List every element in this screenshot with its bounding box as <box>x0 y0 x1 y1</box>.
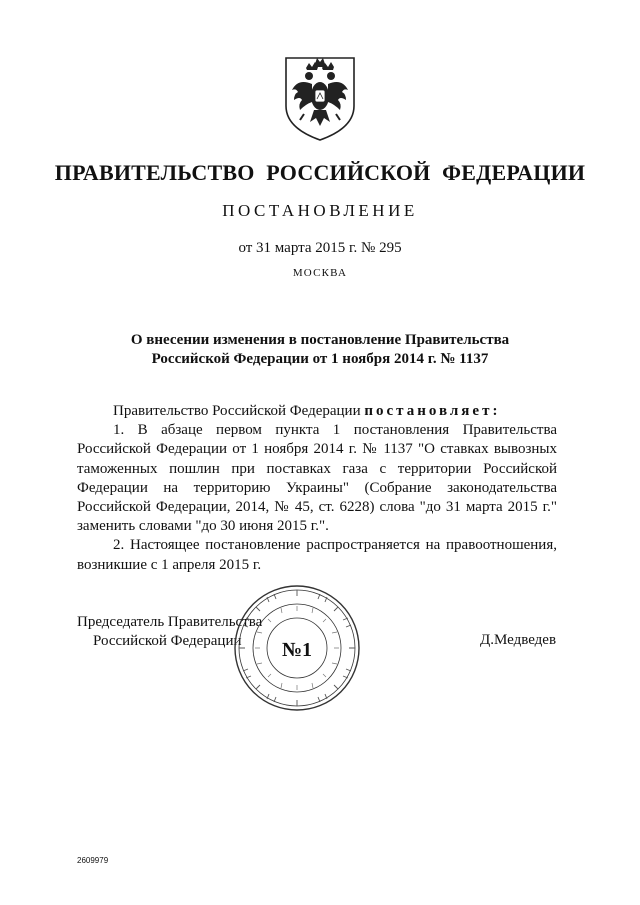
subject-line-2: Российской Федерации от 1 ноября 2014 г. № 1137 <box>151 351 489 367</box>
item-1-paragraph: 1. В абзаце первом пункта 1 постановления Правительства Российской Федерации от 1 ноября 2014 г. № 1137 "О ставках вывозных таможенных пошлин при поставках газа с территории Российской Федерации на территорию Украины" (Собрание законодательства Российской Федерации, 2014, № 45, ст. 6228) слова "до 31 марта 2015 г." заменить словами "до 30 июня 2015 г.". <box>77 422 557 535</box>
date-number-line: от 31 марта 2015 г. № 295 <box>238 240 402 256</box>
coat-of-arms-emblem <box>272 52 368 144</box>
intro-paragraph <box>77 402 557 421</box>
document-type: ПОСТАНОВЛЕНИЕ <box>222 201 418 220</box>
stamp-number: №1 <box>281 639 313 661</box>
signatory-name: Д.Медведев <box>480 632 557 648</box>
government-title: ПРАВИТЕЛЬСТВО РОССИЙСКОЙ ФЕДЕРАЦИИ <box>54 160 586 185</box>
signatory-title-line-2: Российской Федерации <box>93 633 242 649</box>
subject-line-1: О внесении изменения в постановление Правительства <box>130 332 510 348</box>
document-registration-number: 2609979 <box>77 856 109 865</box>
document-subject <box>0 331 640 369</box>
intro-action: постановляет: <box>364 403 501 419</box>
signatory-title-line-1: Председатель Правительства <box>77 614 263 630</box>
city-label: МОСКВА <box>292 267 348 279</box>
official-seal-stamp <box>233 584 361 712</box>
intro-text: Правительство Российской Федерации <box>113 403 365 419</box>
item-2-paragraph: 2. Настоящее постановление распространяется на правоотношения, возникшие с 1 апреля 2015 г. <box>77 537 557 573</box>
document-body <box>77 402 557 575</box>
